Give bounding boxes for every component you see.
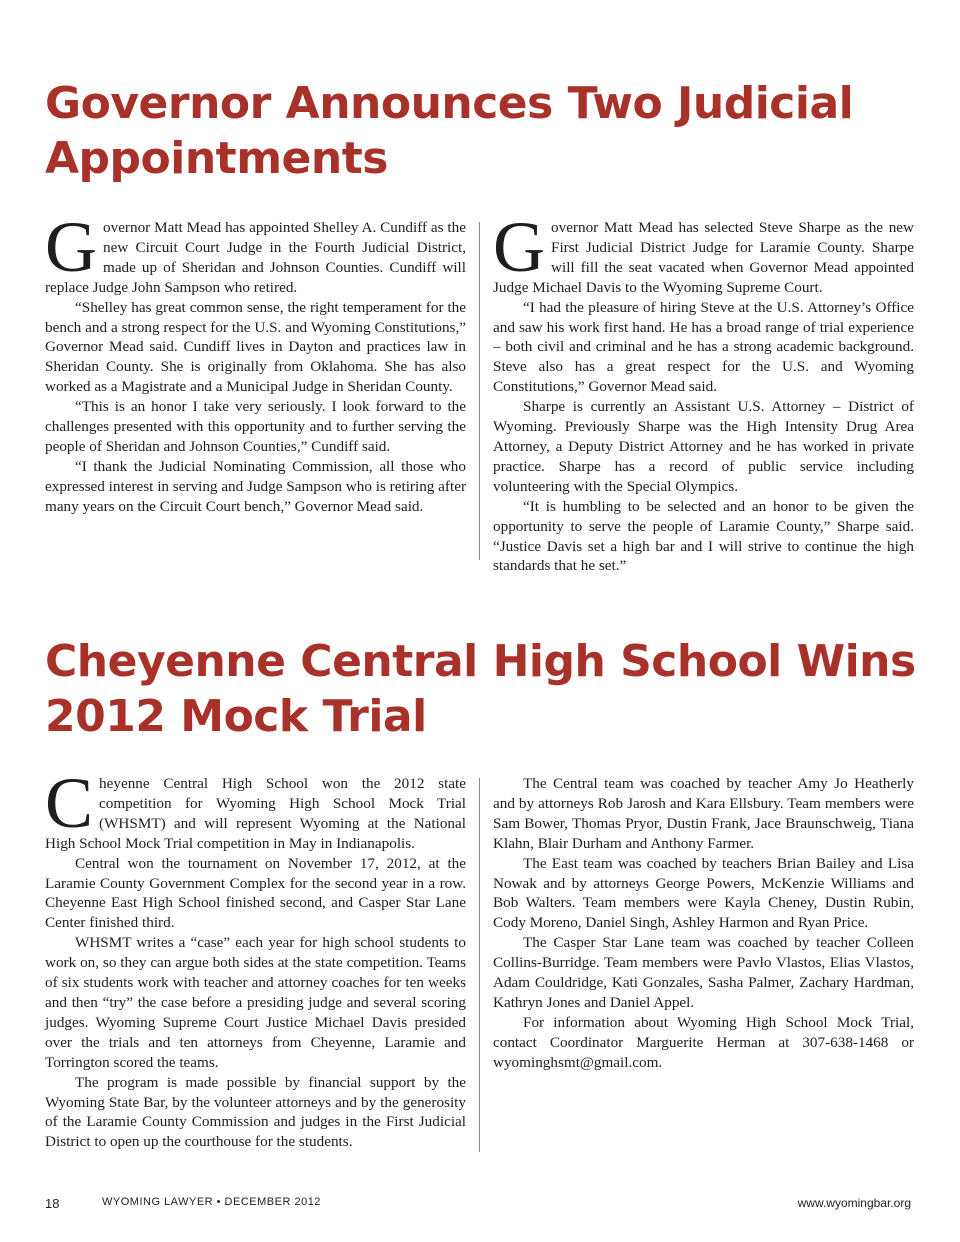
article1-left-lead-paragraph <box>45 207 466 298</box>
article1-headline: Governor Announces Two Judicial Appointments <box>45 78 854 184</box>
drop-cap: C <box>45 763 94 843</box>
article2-left-lead-paragraph <box>45 763 466 854</box>
drop-cap: G <box>45 207 97 287</box>
paragraph: Sharpe is currently an Assistant U.S. Attorney – District of Wyoming. Previously Sharpe was the High Intensity Drug Area Attorney, a Deputy District Attorney and he has worked in private practice. Sharpe has a record of public service including volunteering with the Special Olympics. <box>493 398 914 495</box>
paragraph: “I had the pleasure of hiring Steve at the U.S. Attorney’s Office and saw his work first hand. He has a broad range of trial experience – both civil and criminal and he has a strong academic background. Steve also has a great respect for the U.S. and Wyoming Constitutions,” Governor Mead said. <box>493 298 914 396</box>
article1-left-column <box>45 207 466 517</box>
column-divider <box>479 222 480 560</box>
publication-name: WYOMING LAWYER • DECEMBER 2012 <box>102 1196 321 1208</box>
paragraph: The Central team was coached by teacher Amy Jo Heatherly and by attorneys Rob Jarosh and Kara Ellsbury. Team members were Sam Bower, Thomas Pryor, Dustin Frank, Jace Braunschweig, Tiana Klahn, Blair Durham and Anthony Farmer. <box>493 775 914 852</box>
contact-paragraph: For information about Wyoming High School Mock Trial, contact Coordinator Marguerite Herman at 307-638-1468 or wyominghsmt@gmail.com. <box>493 1013 914 1071</box>
paragraph: “I thank the Judicial Nominating Commission, all those who expressed interest in serving and Judge Sampson who is retiring after many years on the Circuit Court bench,” Governor Mead said. <box>45 457 466 515</box>
paragraph: “It is humbling to be selected and an honor to be given the opportunity to serve the people of Laramie County,” Sharpe said. “Justice Davis set a high bar and I will strive to continue the high standards that he set.” <box>493 497 914 575</box>
paragraph: The East team was coached by teachers Brian Bailey and Lisa Nowak and by attorneys George Powers, McKenzie Williams and Bob Walters. Team members were Kayla Cheney, Dustin Rubin, Cody Moreno, Daniel Singh, Ashley Harmon and Ryan Price. <box>493 854 914 932</box>
paragraph: The program is made possible by financial support by the Wyoming State Bar, by the volunteer attorneys and by the generosity of the Laramie County Commission and judges in the First Judicial District to open up the courthouse for the students. <box>45 1073 466 1151</box>
article1-right-column <box>493 207 914 576</box>
article2-right-column <box>493 774 914 1073</box>
paragraph: “Shelley has great common sense, the right temperament for the bench and a strong respect for the U.S. and Wyoming Constitutions,” Governor Mead said. Cundiff lives in Dayton and practices law in Sheridan County. She is originally from Oklahoma. She has also worked as a Magistrate and a Municipal Judge in Sheridan County. <box>45 298 466 396</box>
column-divider <box>479 778 480 1152</box>
lead-text: overnor Matt Mead has selected Steve Sharpe as the new First Judicial District Judge for Laramie County. Sharpe will fill the seat vacated when Governor Mead appointed Judge Michael Davis to the Wyoming Supreme Court. <box>493 219 914 296</box>
article2-left-column <box>45 763 466 1152</box>
article1-right-lead-paragraph <box>493 207 914 298</box>
website-url[interactable]: www.wyomingbar.org <box>797 1196 911 1210</box>
lead-text: overnor Matt Mead has appointed Shelley A. Cundiff as the new Circuit Court Judge in the Fourth Judicial District, made up of Sheridan and Johnson Counties. Cundiff will replace Judge John Sampson who retired. <box>45 219 466 296</box>
article2-headline: Cheyenne Central High School Wins 2012 Mock Trial <box>45 636 916 742</box>
paragraph: WHSMT writes a “case” each year for high school students to work on, so they can argue both sides at the state competition. Teams of six students work with teacher and attorney coaches for ten weeks and then “try” the case before a presiding judge and several scoring judges. Wyoming Supreme Court Justice Michael Davis presided over the trials and ten attorneys from Cheyenne, Laramie and Torrington scored the teams. <box>45 934 466 1071</box>
drop-cap: G <box>493 207 545 287</box>
lead-text: heyenne Central High School won the 2012 state competition for Wyoming High School Mock Trial (WHSMT) and will represent Wyoming at the National High School Mock Trial competition in May in Indianapolis. <box>45 775 466 852</box>
paragraph: The Casper Star Lane team was coached by teacher Colleen Collins-Burridge. Team members were Pavlo Vlastos, Elias Vlastos, Adam Couldridge, Kati Gonzales, Sasha Palmer, Zachary Hardman, Kathryn Jones and Daniel Appel. <box>493 934 914 1011</box>
paragraph: Central won the tournament on November 17, 2012, at the Laramie County Government Complex for the second year in a row. Cheyenne East High School finished second, and Casper Star Lane Center finished third. <box>45 854 466 932</box>
page-number: 18 <box>45 1196 60 1211</box>
paragraph: “This is an honor I take very seriously. I look forward to the challenges presented with this opportunity and to further serving the people of Sheridan and Johnson Counties,” Cundiff said. <box>45 398 466 455</box>
